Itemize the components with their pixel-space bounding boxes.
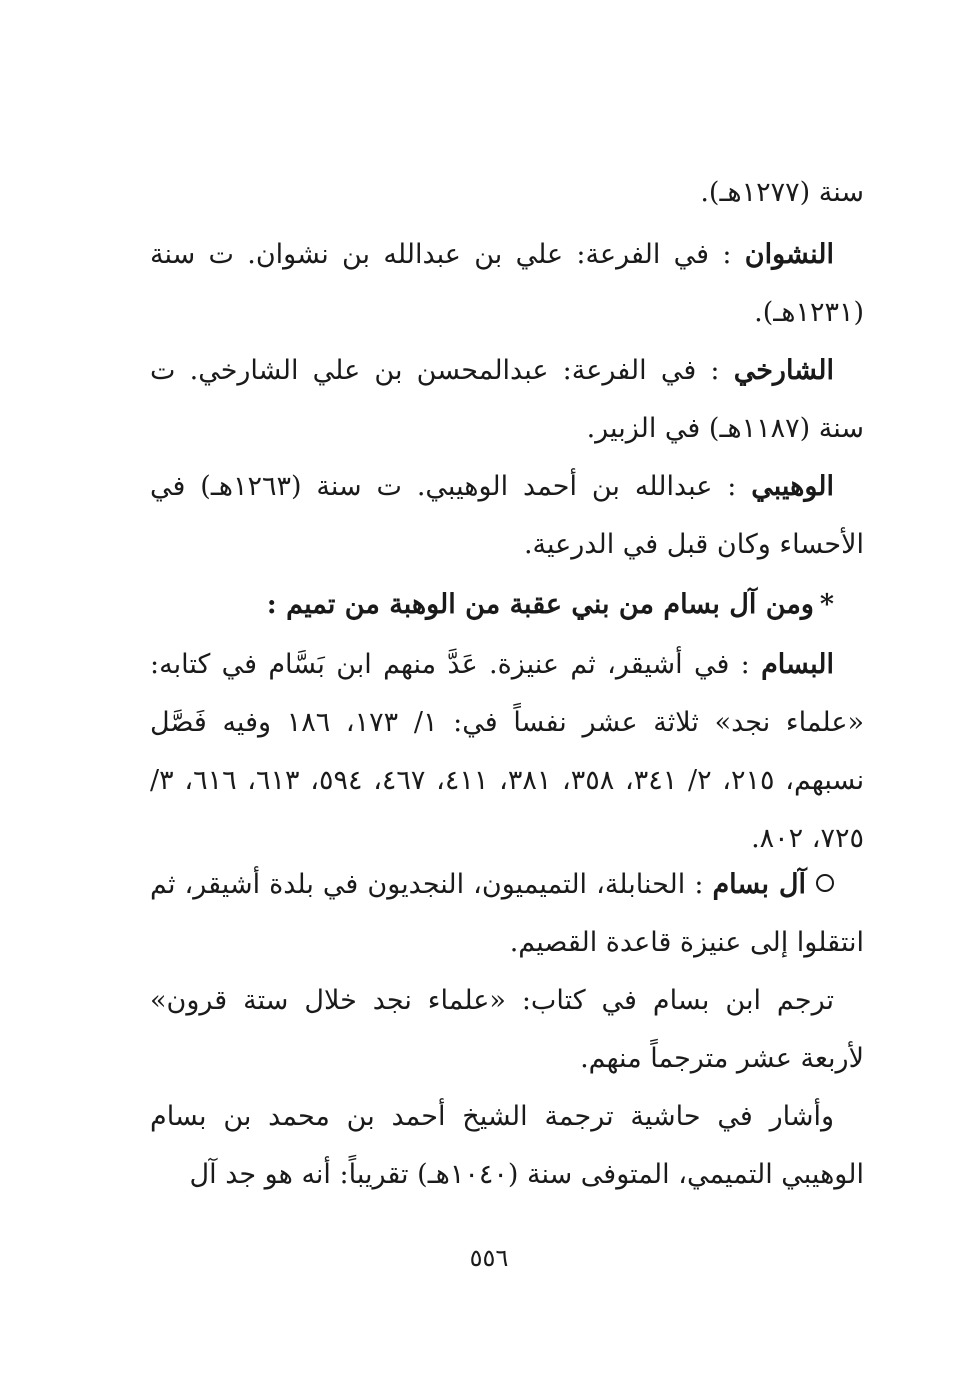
entry-al-bassam-hanabila	[150, 856, 864, 972]
entry-sharkhi	[150, 342, 864, 458]
entry-text: : الحنابلة، التميميون، النجديون في بلدة أشيقر، ثم انتقلوا إلى عنيزة قاعدة القصيم.	[150, 869, 864, 958]
paragraph-footnote-reference	[150, 1088, 864, 1204]
entry-nashwan	[150, 226, 864, 342]
entry-term: البسام	[761, 649, 834, 680]
heading-text: ومن آل بسام من بني عقبة من الوهبة من تميم :	[266, 589, 814, 620]
entry-al-bassam	[150, 636, 864, 868]
paragraph-text: سنة (١٢٧٧هـ).	[700, 177, 864, 208]
entry-text: : في أشيقر، ثم عنيزة. عَدَّ منهم ابن بَسَّام في كتابه: «علماء نجد» ثلاثة عشر نفساً في: ١/ ١٧٣، ١٨٦ وفيه فَصَّل نسبهم، ٢١٥، ٢/ ٣٤١، ٣٥٨، ٣٨١، ٤١١، ٤٦٧، ٥٩٤، ٦١٣، ٦١٦، ٣/ ٧٢٥، ٨٠٢.	[150, 649, 865, 854]
paragraph-text: وأشار في حاشية ترجمة الشيخ أحمد بن محمد بن بسام الوهيبي التميمي، المتوفى سنة (١٠٤٠هـ) تقريباً: أنه هو جد آل	[150, 1101, 864, 1190]
entry-text: : في الفرعة: عبدالمحسن بن علي الشارخي. ت سنة (١١٨٧هـ) في الزبير.	[150, 355, 864, 444]
entry-term: النشوان	[744, 239, 834, 270]
entry-term: الشارخي	[733, 355, 834, 386]
entry-term: آل بسام	[712, 869, 806, 900]
entry-term: الوهيبي	[751, 471, 834, 502]
section-heading-al-bassam	[150, 576, 864, 634]
paragraph-text: ترجم ابن بسام في كتاب: «علماء نجد خلال ستة قرون» لأربعة عشر مترجماً منهم.	[150, 985, 864, 1074]
asterisk-icon: *	[819, 589, 834, 620]
entry-wuhaybi	[150, 458, 864, 574]
page-number: ٥٥٦	[469, 1244, 509, 1272]
circle-bullet-icon	[816, 874, 834, 892]
paragraph-translated	[150, 972, 864, 1088]
entry-text: : في الفرعة: علي بن عبدالله بن نشوان. ت سنة (١٢٣١هـ).	[150, 239, 864, 328]
entry-text: : عبدالله بن أحمد الوهيبي. ت سنة (١٢٦٣هـ) في الأحساء وكان قبل في الدرعية.	[150, 471, 864, 560]
paragraph-year-1277	[150, 164, 864, 222]
